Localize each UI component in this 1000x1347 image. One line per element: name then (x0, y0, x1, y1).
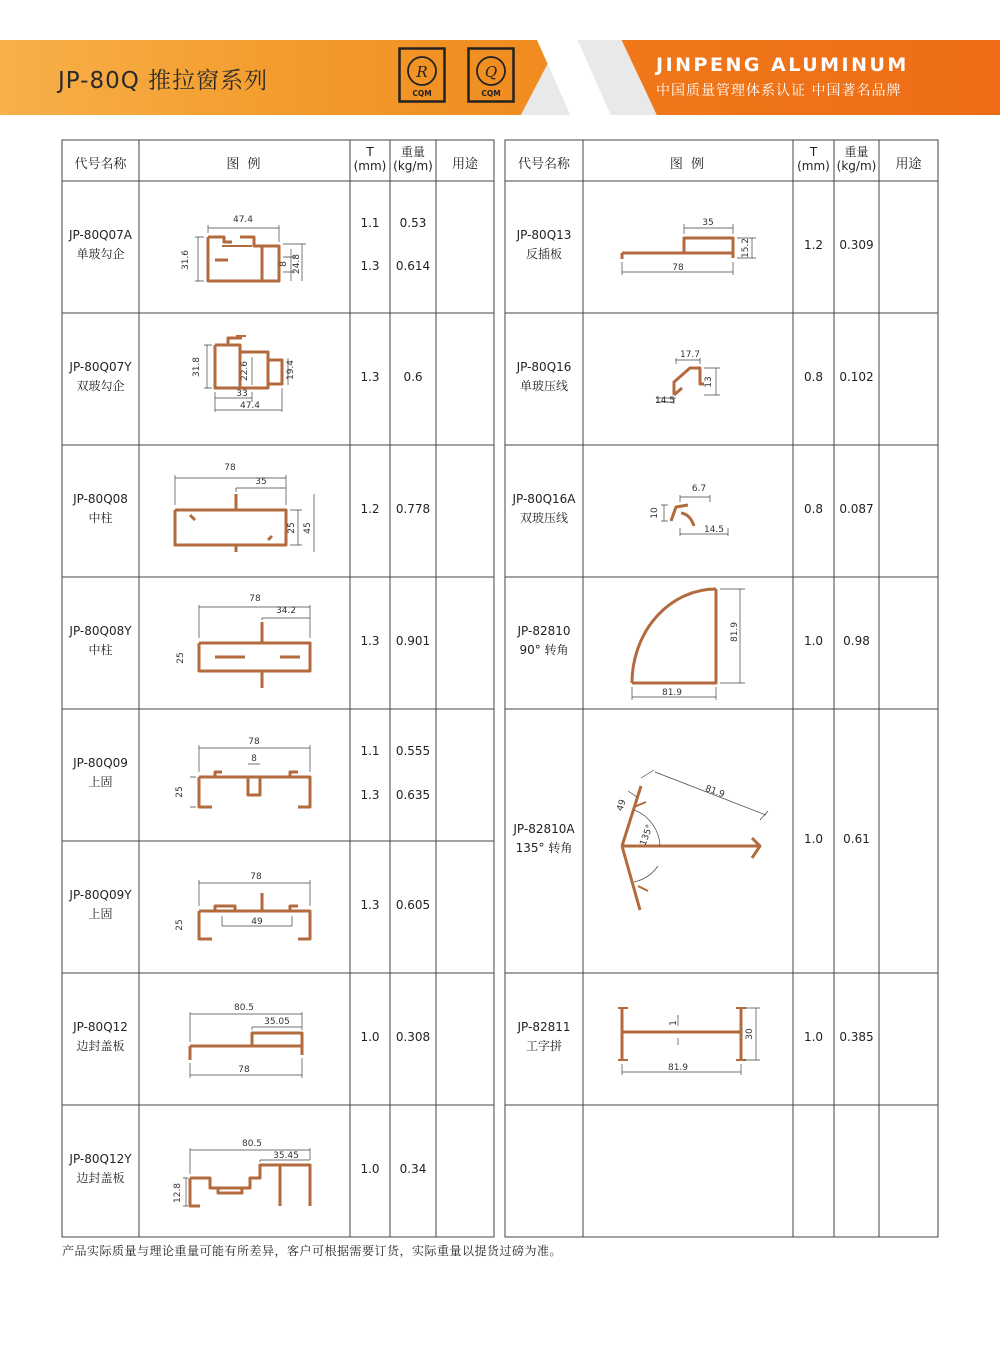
name: 中柱 (88, 643, 113, 657)
t: 1.2 (360, 502, 380, 516)
dim: 19.4 (286, 359, 296, 381)
weight: 0.614 (395, 259, 431, 273)
dim: 78 (248, 737, 260, 747)
dim: 8 (251, 754, 257, 764)
code: JP-80Q09Y (69, 888, 132, 902)
profile-drawing-80q08y (176, 594, 310, 688)
footnote: 产品实际质量与理论重量可能有所差异，客户可根据需要订货，实际重量以提货过磅为准。 (62, 1244, 563, 1258)
profile-drawing-82810a (616, 770, 768, 910)
dim: 8 (279, 261, 289, 267)
dim: 17.7 (679, 350, 701, 360)
cert2-label: CQM (481, 89, 501, 98)
t: 1.3 (360, 634, 380, 648)
dim: 78 (250, 872, 262, 882)
profile-drawing-80q07a (181, 215, 306, 281)
name: 上固 (88, 775, 113, 789)
t: 1.1 (360, 216, 380, 230)
code: JP-80Q16 (516, 360, 572, 374)
dim: 34.2 (275, 606, 297, 616)
weight: 0.6 (403, 370, 423, 384)
cert1-label: CQM (412, 89, 432, 98)
dim: 25 (287, 522, 297, 534)
col-code-left: 代号名称 (74, 157, 127, 172)
name: 90° 转角 (519, 643, 569, 657)
weight: 0.605 (395, 898, 431, 912)
weight: 0.34 (399, 1162, 427, 1176)
t: 1.0 (803, 634, 824, 648)
dim: 135° (638, 823, 656, 848)
code: JP-80Q08 (73, 492, 128, 506)
profile-drawing-80q08 (175, 463, 314, 552)
col-w-unit: (kg/m) (836, 159, 877, 173)
code: JP-80Q12Y (69, 1152, 132, 1166)
dim: 81.9 (667, 1063, 689, 1073)
dim: 80.5 (241, 1139, 263, 1149)
t: 0.8 (803, 370, 824, 384)
dim: 47.4 (232, 215, 254, 225)
dim: 25 (175, 786, 185, 798)
profile-drawing-82811 (618, 1008, 760, 1075)
t: 1.2 (803, 238, 824, 252)
name: 双玻压线 (519, 511, 568, 525)
dim: 1 (669, 1020, 679, 1026)
col-w-top: 重量 (400, 145, 425, 159)
t: 1.0 (803, 1030, 824, 1044)
profile-drawing-80q16a (650, 484, 728, 536)
col-w-top: 重量 (844, 145, 869, 159)
dim: 81.9 (703, 783, 726, 801)
t: 1.0 (360, 1162, 380, 1176)
col-figure-right: 图 例 (669, 157, 707, 172)
col-use-right: 用途 (895, 157, 922, 172)
profile-drawing-82810 (632, 589, 745, 700)
col-use-left: 用途 (451, 157, 478, 172)
code: JP-80Q16A (512, 492, 576, 506)
dim: 14.5 (654, 396, 676, 406)
profile-drawing-80q12 (190, 1003, 302, 1078)
weight: 0.778 (395, 502, 431, 516)
dim: 78 (224, 463, 236, 473)
weight: 0.98 (843, 634, 870, 648)
t: 1.3 (360, 259, 380, 273)
dim: 47.4 (239, 401, 261, 411)
dim: 22.6 (240, 360, 250, 382)
name: 上固 (88, 907, 113, 921)
name: 边封盖板 (76, 1171, 125, 1185)
name: 反插板 (525, 247, 562, 261)
name: 边封盖板 (76, 1039, 125, 1053)
name: 单玻勾企 (76, 247, 125, 261)
t: 1.3 (360, 370, 380, 384)
col-w-unit: (kg/m) (393, 159, 433, 173)
dim: 78 (238, 1065, 250, 1075)
dim: 80.5 (233, 1003, 255, 1013)
profile-drawing-80q16 (655, 350, 720, 406)
dim: 49 (615, 798, 629, 813)
dim: 49 (251, 917, 263, 927)
name: 135° 转角 (515, 841, 573, 855)
weight: 0.309 (839, 238, 874, 252)
profile-drawing-80q09 (175, 737, 310, 807)
dim: 35.05 (264, 1017, 290, 1027)
weight: 0.901 (395, 634, 431, 648)
profile-drawing-80q13 (622, 218, 756, 275)
cert1-letter: R (416, 63, 428, 81)
dim: 13 (704, 376, 714, 388)
dim: 81.9 (730, 621, 740, 643)
dim: 31.6 (181, 249, 191, 271)
code: JP-82810A (513, 822, 575, 836)
col-t-top: T (809, 145, 818, 159)
code: JP-82811 (517, 1020, 571, 1034)
dim: 78 (249, 594, 261, 604)
brand-tagline: 中国质量管理体系认证 中国著名品牌 (656, 83, 902, 99)
dim: 6.7 (691, 484, 707, 494)
t: 1.0 (803, 832, 824, 846)
t: 1.0 (360, 1030, 380, 1044)
col-t-unit: (mm) (797, 159, 830, 173)
dim: 25 (176, 652, 186, 664)
name: 中柱 (88, 511, 113, 525)
cert2-letter: Q (484, 63, 498, 81)
weight: 0.555 (395, 744, 431, 758)
dim: 15.2 (741, 237, 751, 259)
code: JP-80Q12 (73, 1020, 128, 1034)
page-title: JP-80Q 推拉窗系列 (58, 68, 269, 94)
profile-drawing-80q07y (192, 336, 296, 412)
dim: 12.8 (173, 1182, 183, 1204)
dim: 35 (255, 477, 267, 487)
t: 1.3 (360, 898, 380, 912)
col-code-right: 代号名称 (517, 157, 570, 172)
code: JP-80Q07A (68, 228, 133, 242)
weight: 0.087 (839, 502, 874, 516)
dim: 30 (745, 1028, 755, 1040)
weight: 0.308 (395, 1030, 431, 1044)
dim: 24.8 (292, 253, 302, 275)
t: 0.8 (803, 502, 824, 516)
dim: 35 (702, 218, 714, 228)
dim: 45 (303, 522, 313, 534)
name: 工字拼 (525, 1039, 562, 1053)
weight: 0.635 (395, 788, 431, 802)
t: 1.1 (360, 744, 380, 758)
weight: 0.53 (399, 216, 427, 230)
profile-drawing-80q12y (173, 1139, 310, 1206)
name: 单玻压线 (519, 379, 568, 393)
dim: 81.9 (661, 688, 683, 698)
col-t-top: T (366, 145, 374, 159)
dim: 31.8 (192, 356, 202, 378)
code: JP-82810 (517, 624, 571, 638)
weight: 0.385 (839, 1030, 874, 1044)
code: JP-80Q13 (516, 228, 572, 242)
col-figure-left: 图 例 (226, 157, 263, 172)
t: 1.3 (360, 788, 380, 802)
code: JP-80Q09 (73, 756, 128, 770)
dim: 35.45 (273, 1151, 299, 1161)
dim: 33 (236, 389, 248, 399)
dim: 25 (175, 919, 185, 931)
weight: 0.102 (839, 370, 874, 384)
dim: 78 (672, 263, 684, 273)
code: JP-80Q07Y (69, 360, 132, 374)
dim: 10 (650, 507, 660, 519)
code: JP-80Q08Y (69, 624, 132, 638)
brand-name: JINPENG ALUMINUM (656, 54, 909, 76)
dim: 14.5 (703, 525, 725, 535)
col-t-unit: (mm) (353, 159, 387, 173)
profile-drawing-80q09y (175, 872, 310, 939)
weight: 0.61 (843, 832, 870, 846)
name: 双玻勾企 (76, 379, 125, 393)
